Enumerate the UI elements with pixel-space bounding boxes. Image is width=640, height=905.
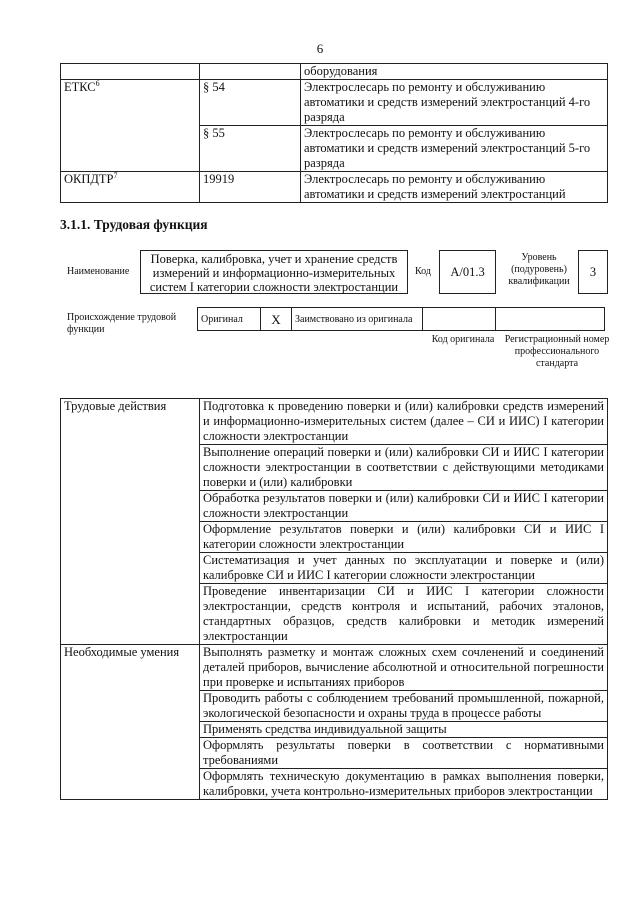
footnote-ref: 7: [113, 170, 118, 180]
name-label: Наименование: [67, 266, 130, 277]
table-cell: [61, 172, 200, 203]
list-item: Оформлять техническую документацию в рамках выполнения поверки, калибровки, учета контрольно-измерительных приборов электростанции: [200, 769, 608, 800]
footnote-ref: 6: [95, 78, 100, 88]
list-item: Проведение инвентаризации СИ и ИИС I категории сложности электростанции, средств контроля и испытаний, рабочих эталонов, стандартных образцов, средств калибровки и методик измерений электростанции: [200, 584, 608, 645]
table-cell: [200, 64, 301, 80]
list-item: Проводить работы с соблюдением требований промышленной, пожарной, экологической безопасности и охраны труда в процессе работы: [200, 691, 608, 722]
section-label: Трудовые действия: [61, 399, 200, 645]
table-cell: оборудования: [301, 64, 608, 80]
table-row: [61, 80, 608, 126]
list-item: Применять средства индивидуальной защиты: [200, 722, 608, 738]
list-item: Оформлять результаты поверки в соответствии с нормативными требованиями: [200, 738, 608, 769]
original-code-cell: [423, 308, 496, 331]
reg-number-cell: [496, 308, 605, 331]
list-item: Выполнять разметку и монтаж сложных схем сочленений и соединений деталей приборов, вычисление абсолютной и относительной погрешности при проверке и испытаниях приборов: [200, 645, 608, 691]
list-item: Подготовка к проведению поверки и (или) калибровки средств измерений и информационно-измерительных систем (далее – СИ и ИИС) I категории сложности электростанции: [200, 399, 608, 445]
table-cell: Электрослесарь по ремонту и обслуживанию автоматики и средств измерений электростанций 5-го разряда: [301, 126, 608, 172]
table-cell: § 55: [200, 126, 301, 172]
section-label: Необходимые умения: [61, 645, 200, 800]
borrowed-label-cell: Заимствовано из оригинала: [292, 308, 423, 331]
table-row: [61, 172, 608, 203]
page-number: 6: [316, 41, 324, 56]
table-row: [61, 399, 608, 445]
table-cell: 19919: [200, 172, 301, 203]
code-caption: Код оригинала: [431, 334, 495, 345]
table-row: [61, 64, 608, 80]
table-row: [61, 645, 608, 691]
classifier-name: ЕТКС: [64, 80, 96, 94]
code-label: Код: [415, 266, 431, 277]
list-item: Обработка результатов поверки и (или) калибровки СИ и ИИС I категории сложности электростанции: [200, 491, 608, 522]
reg-caption: Регистрационный номер профессионального стандарта: [504, 334, 610, 369]
level-label: Уровень (подуровень) квалификации: [508, 252, 570, 287]
table-cell: [61, 80, 200, 172]
table-cell: [61, 64, 200, 80]
origin-table: [197, 307, 605, 331]
classification-table: [60, 63, 608, 203]
table-cell: Электрослесарь по ремонту и обслуживанию автоматики и средств измерений электростанций 4-го разряда: [301, 80, 608, 126]
original-label-cell: Оригинал: [198, 308, 261, 331]
list-item: Выполнение операций поверки и (или) калибровки СИ и ИИС I категории сложности электростанции в соответствии с действующими методиками поверки и (или) калибровки: [200, 445, 608, 491]
function-details-table: [60, 398, 608, 800]
table-cell: § 54: [200, 80, 301, 126]
level-box: 3: [578, 250, 608, 294]
table-cell: Электрослесарь по ремонту и обслуживанию автоматики и средств измерений электростанций: [301, 172, 608, 203]
list-item: Систематизация и учет данных по эксплуатации и поверке и (или) калибровке СИ и ИИС I категории сложности электростанции: [200, 553, 608, 584]
classifier-name: ОКПДТР: [64, 172, 114, 186]
origin-label: Происхождение трудовой функции: [67, 312, 177, 335]
list-item: Оформление результатов поверки и (или) калибровки СИ и ИИС I категории сложности электростанции: [200, 522, 608, 553]
function-code-box: A/01.3: [439, 250, 496, 294]
function-name-box: Поверка, калибровка, учет и хранение средств измерений и информационно-измерительных систем I категории сложности электростанции: [140, 250, 408, 294]
original-mark-cell: X: [261, 308, 292, 331]
table-row: [198, 308, 605, 331]
section-heading: 3.1.1. Трудовая функция: [60, 217, 208, 232]
